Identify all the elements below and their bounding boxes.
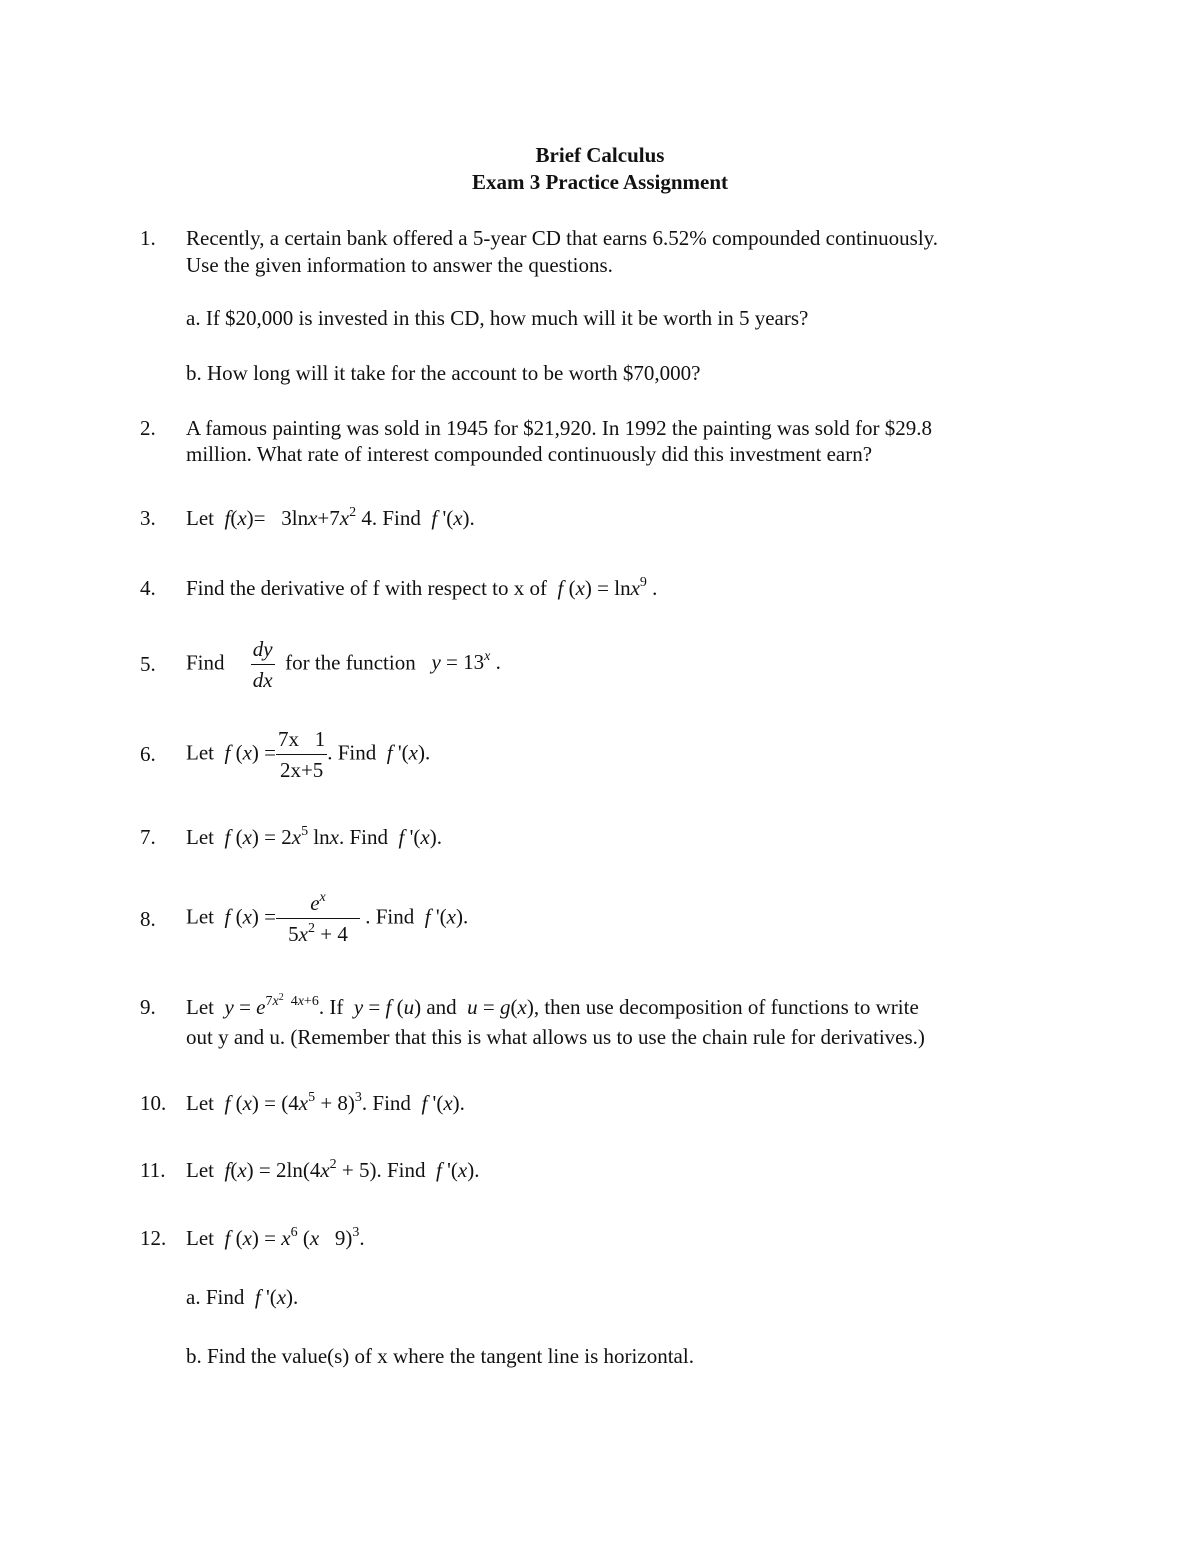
question-text: Let $y = e^{7x^2 4x+6}$. If y = f (u) and u = g(x), then use decomposition of functions to write (186, 992, 919, 1019)
math-expression: $f(x) = 2\ln(4x^2 + 5)$ (224, 1157, 377, 1182)
question-number: 8. (140, 907, 156, 931)
question-number: 6. (140, 742, 156, 766)
math-expression: f '(x). (398, 825, 442, 849)
question-text: Recently, a certain bank offered a 5-year CD that earns 6.52% compounded continuously. (186, 226, 939, 250)
question-number: 4. (140, 576, 156, 600)
fraction: $\frac{e^x}{5x^2 + 4}$ (276, 888, 360, 949)
question-text: Let f (x) = $\frac{7x 1}{2x+5}$ . Find f '(x). (186, 724, 430, 785)
question-number: 5. (140, 652, 156, 676)
question-text: out y and u. (Remember that this is what allows us to use the chain rule for derivatives.) (186, 1025, 925, 1049)
question-text: A famous painting was sold in 1945 for $21,920. In 1992 the painting was sold for $29.8 (186, 416, 933, 440)
fraction: $\frac{dy}{dx}$ (251, 634, 275, 695)
question-number: 9. (140, 995, 156, 1019)
question-number: 10. (140, 1091, 167, 1115)
question-number: 2. (140, 416, 156, 440)
math-expression: f '(x). (431, 506, 475, 530)
question-text: Find the derivative of f with respect to x of f (x) = lnx$^9$ . (186, 575, 658, 600)
course-title: Brief Calculus (535, 143, 665, 167)
assignment-title: Exam 3 Practice Assignment (471, 170, 729, 194)
question-part-a: a. If $20,000 is invested in this CD, how much will it be worth in 5 years? (186, 306, 809, 330)
math-expression: f $(x) = 2x^5$ lnx (224, 824, 339, 849)
math-expression: f '(x). (386, 740, 431, 765)
math-expression: u = g(x) (467, 995, 534, 1019)
math-expression: y = f (u) (353, 995, 422, 1019)
math-expression: f '(x). (436, 1158, 480, 1182)
question-number: 12. (140, 1226, 167, 1250)
question-number: 7. (140, 825, 156, 849)
math-expression: f (x) = (224, 904, 276, 929)
question-text: Let $f(x)= 3\ln x+7x^2$ 4. Find f '(x). (186, 505, 475, 530)
question-number: 11. (140, 1158, 166, 1182)
math-expression: f $(x) = x^6$ (x 9)$^3$. (224, 1225, 365, 1250)
math-expression: $y = 13^x$ . (431, 649, 501, 675)
question-text: Let f (x) = $\frac{e^x}{5x^2 + 4}$ . Find f '(x). (186, 888, 468, 949)
math-expression: f '(x). (424, 904, 469, 929)
math-expression: f $(x) = (4x^5 + 8)^3$ (224, 1090, 362, 1115)
fraction: $\frac{7x 1}{2x+5}$ (276, 724, 327, 785)
question-text: Find $\frac{dy}{dx}$ for the function $y = 13^x$ . (186, 634, 501, 695)
question-text: Let f $(x) = 2x^5$ lnx. Find f '(x). (186, 824, 442, 849)
question-text: Let f $(x) = x^6$ (x 9)$^3$. (186, 1225, 365, 1250)
question-part-a: a. Find f '(x). (186, 1285, 299, 1309)
question-part-b: b. How long will it take for the account to be worth $70,000? (186, 361, 701, 385)
math-expression: f '(x). (254, 1285, 299, 1309)
question-text: Use the given information to answer the questions. (186, 253, 613, 277)
math-expression: $y = e^{7x^2 4x+6}$ (224, 992, 319, 1019)
math-expression: f (x) = lnx$^9$ . (557, 575, 658, 600)
math-expression: $f(x)= 3\ln x+7x^2$ (224, 505, 357, 530)
question-part-b: b. Find the value(s) of x where the tangent line is horizontal. (186, 1344, 694, 1368)
math-expression: f '(x). (421, 1091, 465, 1115)
question-text: Let f $(x) = (4x^5 + 8)^3$. Find f '(x). (186, 1090, 465, 1115)
question-text: Let $f(x) = 2\ln(4x^2 + 5)$. Find f '(x). (186, 1157, 480, 1182)
question-number: 3. (140, 506, 156, 530)
question-number: 1. (140, 226, 156, 250)
question-text: million. What rate of interest compounded continuously did this investment earn? (186, 442, 873, 466)
math-expression: f (x) = (224, 740, 276, 765)
